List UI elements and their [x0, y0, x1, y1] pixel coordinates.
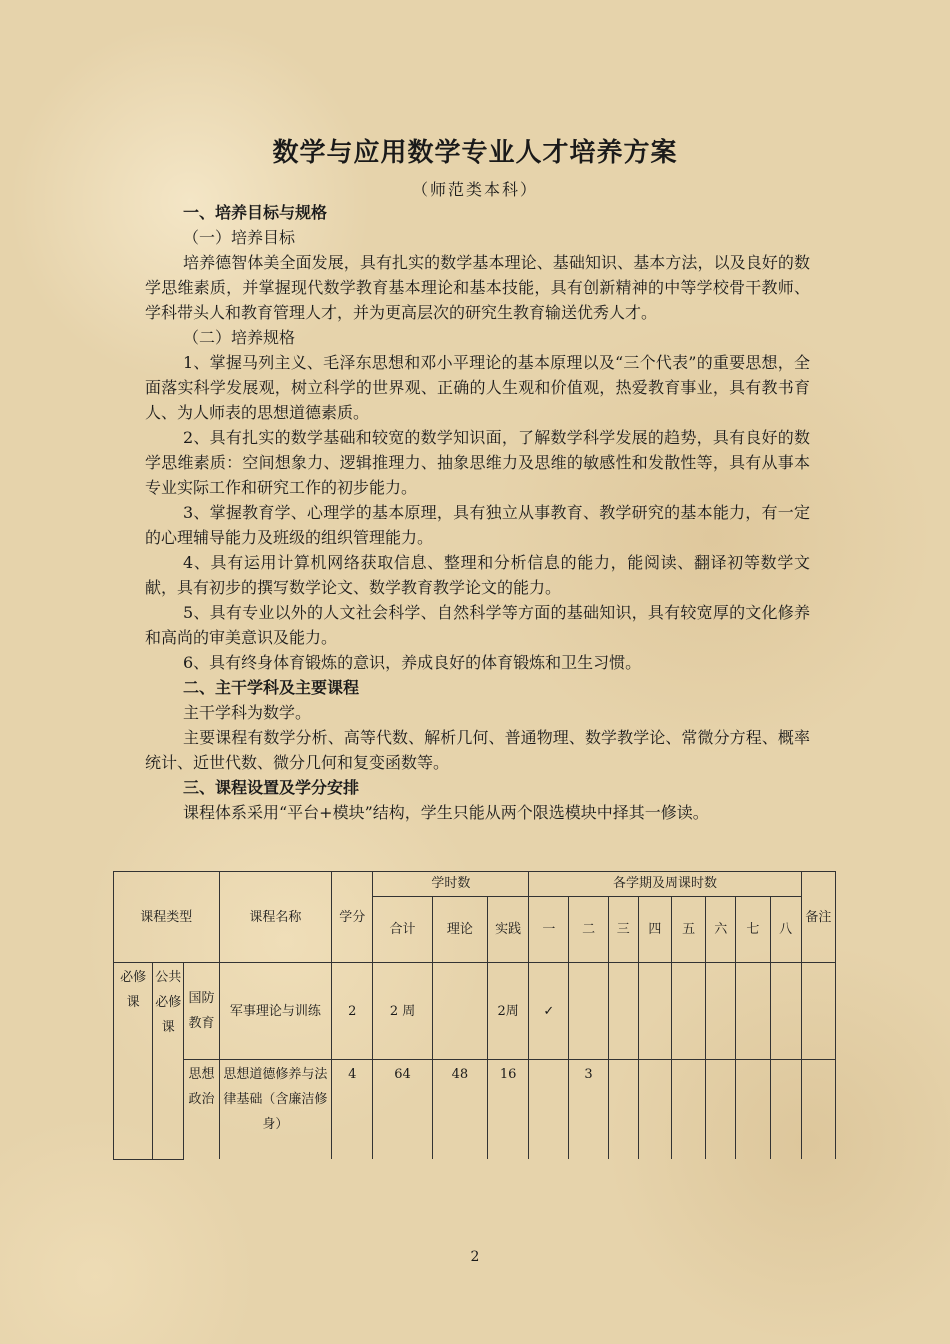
semester-7-morality: [736, 1060, 770, 1160]
header-course-type: 课程类型: [114, 872, 220, 963]
spec-item-3: 3、掌握教育学、心理学的基本原理，具有独立从事教育、教学研究的基本能力，有一定的心理辅导能力及班级的组织管理能力。: [145, 503, 810, 547]
semester-7-military: [736, 963, 770, 1060]
semester-2-morality: 3: [569, 1060, 608, 1160]
section-1-heading: 一、培养目标与规格: [183, 203, 328, 222]
section-2-heading: 二、主干学科及主要课程: [183, 678, 360, 697]
spec-item-2: 2、具有扎实的数学基础和较宽的数学知识面，了解数学科学发展的趋势，具有良好的数学思维素质：空间想象力、逻辑推理力、抽象思维力及思维的敏感性和发散性等，具有从事本专业实际工作和研究工作的初步能力。: [145, 428, 810, 497]
header-practice: 实践: [488, 897, 529, 963]
subcategory-defense: 国防教育: [184, 963, 219, 1060]
semester-3-morality: [608, 1060, 638, 1160]
main-courses-paragraph: 主要课程有数学分析、高等代数、解析几何、普通物理、数学教学论、常微分方程、概率统计、近世代数、微分几何和复变函数等。: [145, 728, 810, 772]
page-number: 2: [470, 1249, 480, 1265]
total-military: 2 周: [373, 963, 432, 1060]
subcategory-politics: 思想政治: [184, 1060, 219, 1160]
section-1-subheading-goal: （一）培养目标: [183, 228, 296, 247]
document-title: 数学与应用数学专业人才培养方案: [272, 138, 678, 168]
semester-4-military: [638, 963, 671, 1060]
theory-morality: 48: [432, 1060, 487, 1160]
header-semesters: 各学期及周课时数: [529, 872, 801, 897]
course-table: [113, 871, 836, 1160]
header-semester-6: 六: [706, 897, 736, 963]
header-total: 合计: [373, 897, 432, 963]
semester-8-military: [770, 963, 801, 1060]
main-subject-paragraph: 主干学科为数学。: [183, 703, 312, 722]
semester-5-military: [672, 963, 706, 1060]
section-3-heading: 三、课程设置及学分安排: [183, 778, 360, 797]
spec-item-6: 6、具有终身体育锻炼的意识，养成良好的体育锻炼和卫生习惯。: [183, 653, 642, 672]
total-morality: 64: [373, 1060, 432, 1160]
header-semester-2: 二: [569, 897, 608, 963]
header-semester-1: 一: [529, 897, 569, 963]
header-semester-7: 七: [736, 897, 770, 963]
course-name-military: 军事理论与训练: [219, 963, 332, 1060]
goal-paragraph: 培养德智体美全面发展，具有扎实的数学基本理论、基础知识、基本方法，以及良好的数学思维素质，并掌握现代数学教育基本理论和基本技能，具有创新精神的中等学校骨干教师、学科带头人和教育管理人才，并为更高层次的研究生教育输送优秀人才。: [145, 253, 810, 322]
header-semester-3: 三: [608, 897, 638, 963]
credit-military: 2: [332, 963, 373, 1060]
section-1-subheading-spec: （二）培养规格: [183, 328, 296, 347]
note-military: [801, 963, 835, 1060]
header-semester-8: 八: [770, 897, 801, 963]
header-credit: 学分: [332, 872, 373, 963]
theory-military: [432, 963, 487, 1060]
credit-morality: 4: [332, 1060, 373, 1160]
note-morality: [801, 1060, 835, 1160]
document-body: [145, 200, 810, 825]
semester-6-morality: [706, 1060, 736, 1160]
document-subtitle: （师范类本科）: [411, 180, 538, 199]
semester-4-morality: [638, 1060, 671, 1160]
table-header-row-1: [114, 872, 836, 897]
table-row: [114, 963, 836, 1060]
spec-item-1: 1、掌握马列主义、毛泽东思想和邓小平理论的基本原理以及“三个代表”的重要思想，全面落实科学发展观，树立科学的世界观、正确的人生观和价值观，热爱教育事业，具有教书育人、为人师表的思想道德素质。: [145, 353, 810, 422]
course-name-morality: 思想道德修养与法律基础（含廉洁修身）: [219, 1060, 332, 1160]
practice-morality: 16: [488, 1060, 529, 1160]
header-course-name: 课程名称: [219, 872, 332, 963]
category-public-required: 公共必修课: [153, 963, 184, 1160]
semester-6-military: [706, 963, 736, 1060]
header-semester-5: 五: [672, 897, 706, 963]
header-hours: 学时数: [373, 872, 529, 897]
header-semester-4: 四: [638, 897, 671, 963]
header-note: 备注: [801, 872, 835, 963]
semester-8-morality: [770, 1060, 801, 1160]
header-theory: 理论: [432, 897, 487, 963]
practice-military: 2周: [488, 963, 529, 1060]
semester-5-morality: [672, 1060, 706, 1160]
table-row: [114, 1060, 836, 1160]
semester-3-military: [608, 963, 638, 1060]
semester-1-military: ✓: [529, 963, 569, 1060]
semester-1-morality: [529, 1060, 569, 1160]
semester-2-military: [569, 963, 608, 1060]
spec-item-4: 4、具有运用计算机网络获取信息、整理和分析信息的能力，能阅读、翻译初等数学文献，具有初步的撰写数学论文、数学教育教学论文的能力。: [145, 553, 810, 597]
course-system-paragraph: 课程体系采用“平台+模块”结构，学生只能从两个限选模块中择其一修读。: [183, 803, 709, 822]
spec-item-5: 5、具有专业以外的人文社会科学、自然科学等方面的基础知识，具有较宽厚的文化修养和高尚的审美意识及能力。: [145, 603, 810, 647]
category-required: 必修课: [114, 963, 153, 1160]
